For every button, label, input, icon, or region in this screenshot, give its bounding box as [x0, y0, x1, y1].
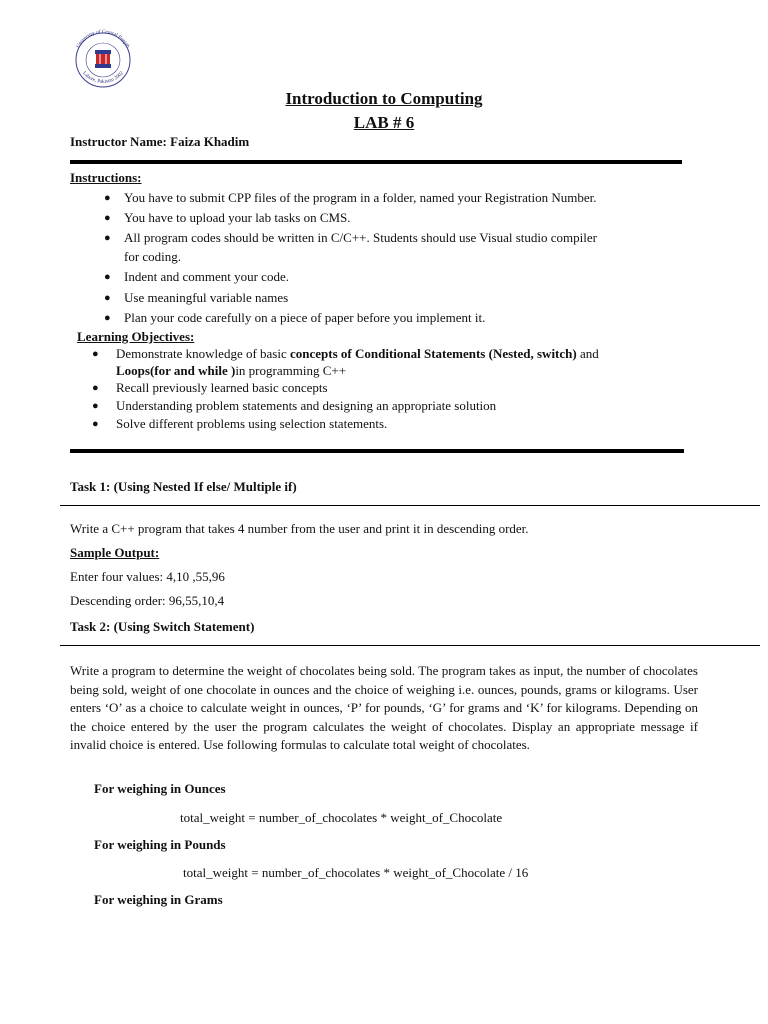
pounds-heading: For weighing in Pounds [94, 837, 226, 852]
instruction-item: You have to upload your lab tasks on CMS. [124, 210, 351, 225]
task1-heading: Task 1: (Using Nested If else/ Multiple if) [70, 479, 297, 494]
ounces-heading: For weighing in Ounces [94, 781, 226, 796]
instruction-item: Indent and comment your code. [124, 269, 289, 284]
sample-output-line: Descending order: 96,55,10,4 [70, 593, 225, 608]
objective-item: Recall previously learned basic concepts [116, 380, 328, 395]
objective-item: Demonstrate knowledge of basic concepts of Conditional Statements (Nested, switch) and [116, 346, 599, 361]
sample-output-line: Enter four values: 4,10 ,55,96 [70, 569, 225, 584]
bullet-icon: ● [92, 348, 99, 360]
logo-bottom-text: Lahore, Pakistan 2002 [81, 70, 125, 85]
bullet-icon: ● [104, 312, 111, 324]
bullet-icon: ● [104, 232, 111, 244]
instruction-item: You have to submit CPP files of the program in a folder, named your Registration Number. [124, 190, 597, 205]
lab-number: LAB # 6 [353, 113, 415, 132]
bullet-icon: ● [92, 382, 99, 394]
bullet-icon: ● [92, 400, 99, 412]
objective-item: Solve different problems using selection statements. [116, 416, 388, 431]
bullet-icon: ● [104, 292, 111, 304]
objectives-heading: Learning Objectives: [77, 329, 195, 344]
task2-divider [60, 645, 760, 646]
objective-item-continued: Loops(for and while )in programming C++ [116, 363, 347, 378]
task2-description: Write a program to determine the weight of chocolates being sold. The program takes as input, the number of chocolates being sold, weight of one chocolate in ounces and the choice of weighing i.e. ounces, pounds, grams or kilograms. User enters ‘O’ as a choice to calculate weight in ounces, ‘P’ for pounds, ‘G’ for grams and ‘K’ for kilograms. Depending on the choice entered by the user the program calculates the weight of chocolates. Display an appropriate message if invalid choice is entered. Use following formulas to calculate total weight of chocolates. [70, 663, 698, 753]
bullet-icon: ● [104, 271, 111, 283]
bullet-icon: ● [104, 192, 111, 204]
instruction-item: Plan your code carefully on a piece of paper before you implement it. [124, 310, 486, 325]
document-title: Introduction to Computing [285, 89, 483, 108]
bullet-icon: ● [92, 418, 99, 430]
instructor-name: Instructor Name: Faiza Khadim [70, 134, 250, 149]
university-logo [66, 28, 140, 88]
instruction-item-continued: for coding. [124, 249, 182, 264]
instruction-item: All program codes should be written in C/C++. Students should use Visual studio compiler [124, 230, 597, 245]
task2-heading: Task 2: (Using Switch Statement) [70, 619, 255, 634]
header-divider [70, 160, 682, 164]
logo-top-text: University of Central Punjab [75, 28, 131, 50]
instruction-item: Use meaningful variable names [124, 290, 289, 305]
svg-text:University of Central Punjab [75, 28, 131, 49]
ounces-formula: total_weight = number_of_chocolates * weight_of_Chocolate [180, 810, 503, 825]
objectives-divider [70, 449, 684, 453]
grams-heading: For weighing in Grams [94, 892, 223, 907]
task1-divider [60, 505, 760, 506]
pounds-formula: total_weight = number_of_chocolates * weight_of_Chocolate / 16 [183, 865, 529, 880]
bullet-icon: ● [104, 212, 111, 224]
objective-item: Understanding problem statements and designing an appropriate solution [116, 398, 497, 413]
instructions-heading: Instructions: [70, 170, 142, 185]
task1-description: Write a C++ program that takes 4 number from the user and print it in descending order. [70, 521, 529, 536]
sample-output-heading: Sample Output: [70, 545, 160, 560]
